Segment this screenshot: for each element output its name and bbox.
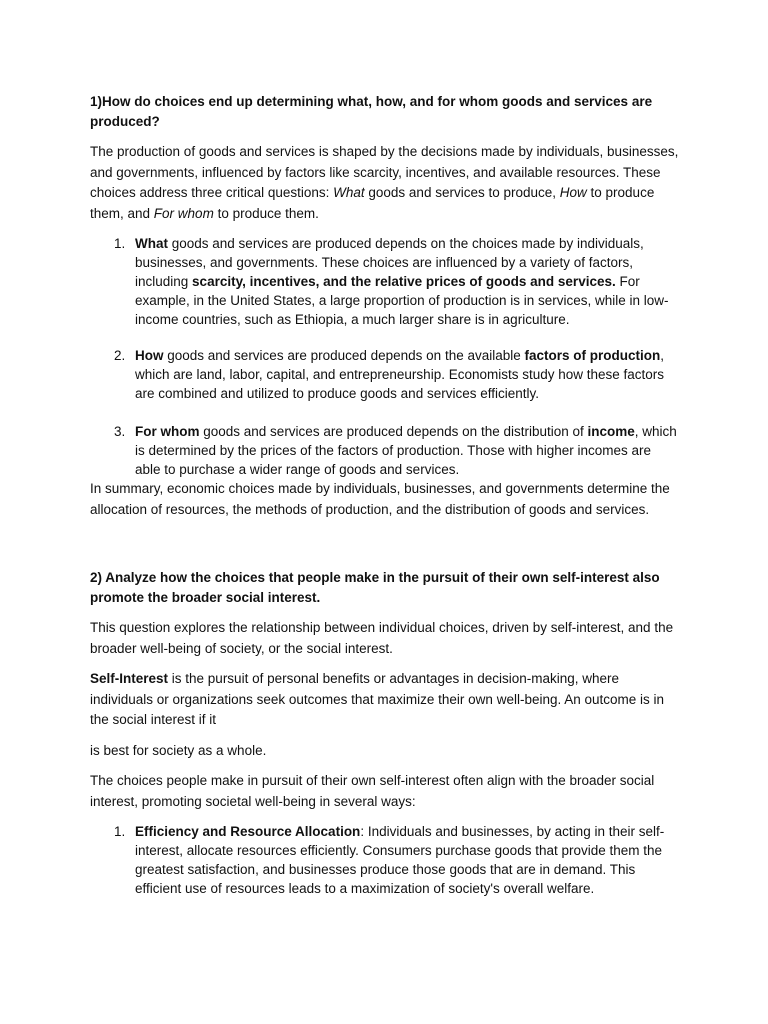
intro-text-b: goods and services to produce, <box>364 185 560 200</box>
intro-what: What <box>333 185 365 200</box>
item-text: For example, in the United States, a large proportion of production is in services, while in low-income countries, such as Ethiopia, a much larger share is in agriculture. <box>135 274 669 327</box>
question-1-heading: 1)How do choices end up determining what, how, and for whom goods and services are produced? <box>90 94 653 129</box>
item-bold-term: scarcity, incentives, and the relative prices of goods and services. <box>192 274 616 289</box>
self-interest-paragraph <box>90 669 680 731</box>
continuation-paragraph: is best for society as a whole. <box>90 742 267 758</box>
list-item-what <box>90 234 680 329</box>
choices-paragraph: The choices people make in pursuit of their own self-interest often align with the broader social interest, promoting societal well-being in several ways: <box>90 773 655 809</box>
intro-for-whom: For whom <box>153 205 214 221</box>
item-bold-term: income <box>587 424 635 439</box>
question-2-heading: 2) Analyze how the choices that people make in the pursuit of their own self-interest also promote the broader social interest. <box>90 570 660 605</box>
intro-how: How <box>559 185 587 200</box>
item-text: goods and services are produced depends on the distribution of <box>199 424 588 439</box>
question-1-intro <box>90 142 680 224</box>
document-content <box>90 92 680 898</box>
question-2-intro: This question explores the relationship between individual choices, driven by self-interest, and the broader well-being of society, or the social interest. <box>90 620 674 656</box>
self-interest-term: Self-Interest <box>90 671 169 686</box>
list-number: 1. <box>114 236 126 251</box>
item-bold-lead: What <box>135 236 168 251</box>
item-bold-term: factors of production <box>524 348 661 363</box>
list-number: 2. <box>114 348 126 363</box>
question-1-list <box>90 234 680 479</box>
intro-text-a: The production of goods and services is shaped by the decisions made by individuals, businesses, and governments, influenced by factors like scarcity, incentives, and available resources. These choices address three critical questions: <box>90 144 679 200</box>
item-text: : Individuals and businesses, by acting in their self-interest, allocate resources efficiently. Consumers purchase goods that provide them the greatest satisfaction, and businesses produce those goods that are in demand. This efficient use of resources leads to a maximization of society's overall welfare. <box>135 824 665 896</box>
list-number: 3. <box>114 424 126 439</box>
item-bold-lead: How <box>135 348 164 363</box>
intro-text-c: to produce them, and <box>90 185 655 221</box>
list-item-for-whom <box>90 422 680 479</box>
question-1-summary: In summary, economic choices made by individuals, businesses, and governments determine the allocation of resources, the methods of production, and the distribution of goods and services. <box>90 481 670 517</box>
list-item-efficiency <box>90 822 680 898</box>
list-item-how <box>90 346 680 403</box>
item-text: goods and services are produced depends on the available <box>163 348 525 363</box>
item-bold-lead: Efficiency and Resource Allocation <box>135 824 361 839</box>
item-text: goods and services are produced depends on the choices made by individuals, businesses, and governments. These choices are influenced by a variety of factors, including <box>135 236 644 289</box>
item-text: , which is determined by the prices of the factors of production. Those with higher incomes are able to purchase a wider range of goods and services. <box>135 424 677 477</box>
list-number: 1. <box>114 824 126 839</box>
item-bold-lead: For whom <box>135 424 200 439</box>
intro-text-d: to produce them. <box>213 205 319 221</box>
question-2-list <box>90 822 680 898</box>
self-interest-text: is the pursuit of personal benefits or advantages in decision-making, where individuals or organizations seek outcomes that maximize their own well-being. An outcome is in the social interest if it <box>90 671 665 727</box>
item-text: , which are land, labor, capital, and entrepreneurship. Economists study how these factors are combined and utilized to produce goods and services efficiently. <box>135 348 665 401</box>
